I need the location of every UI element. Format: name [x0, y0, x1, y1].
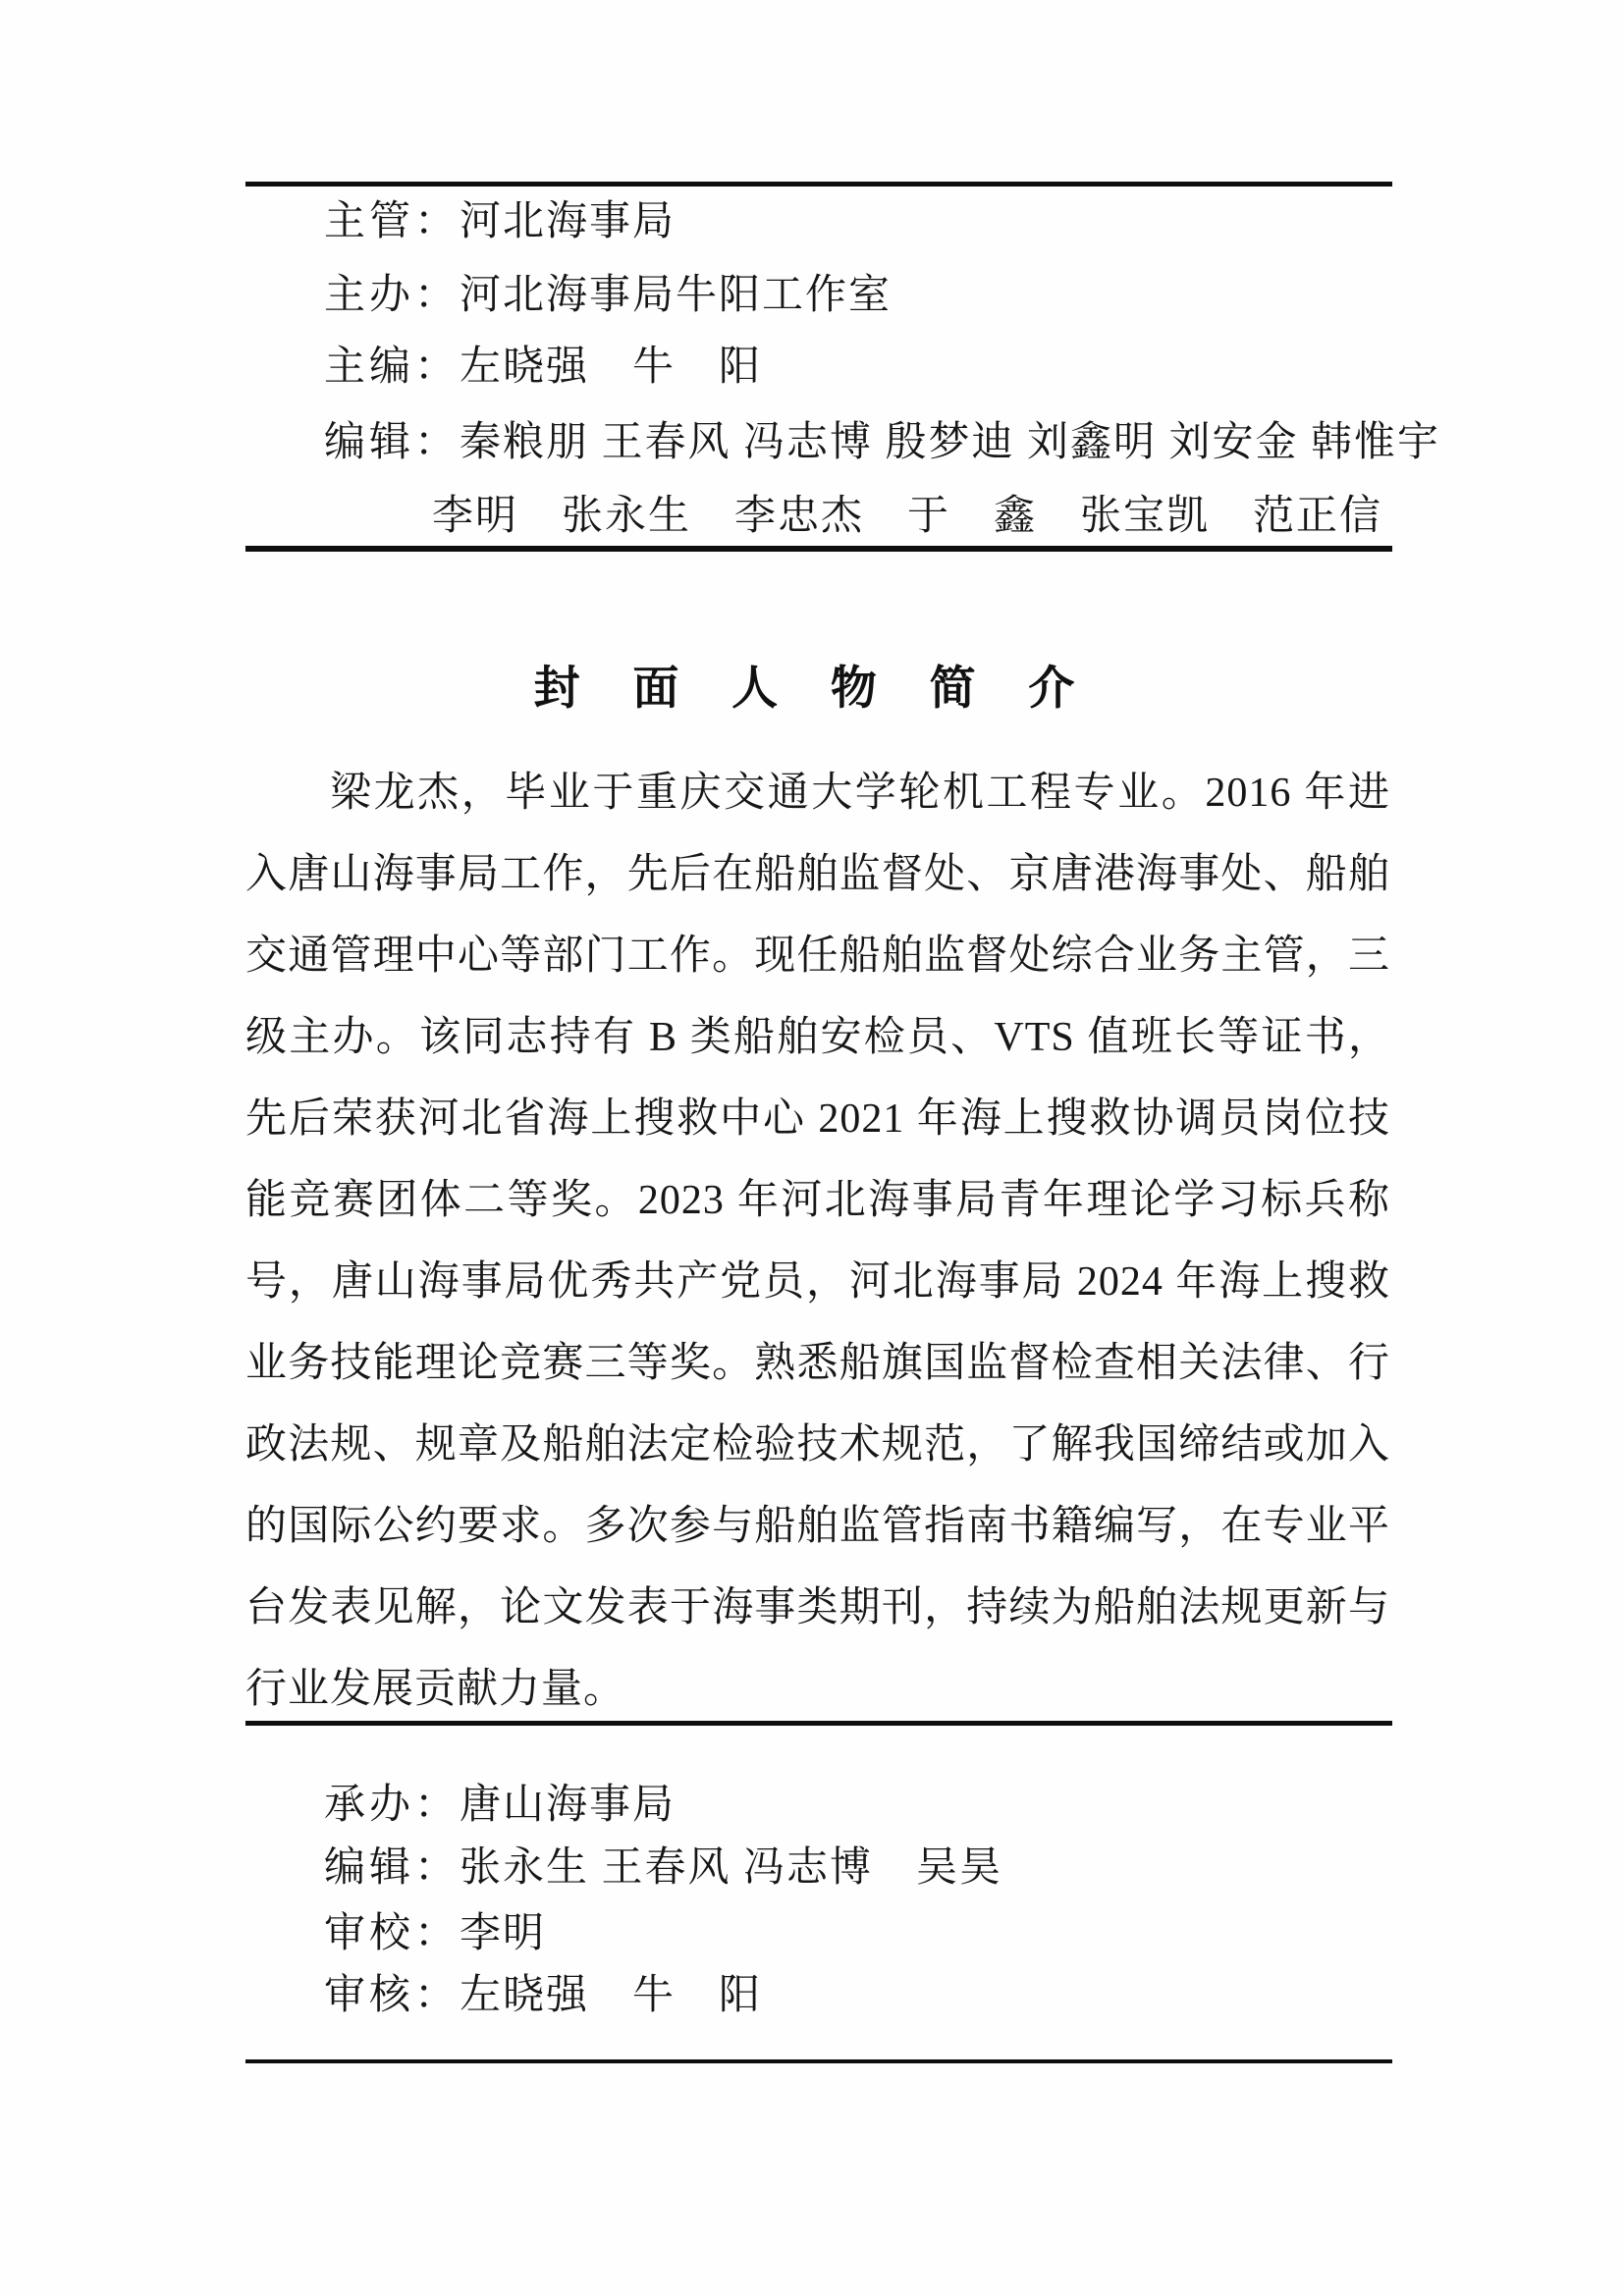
masthead-label: 编辑：	[324, 1845, 460, 1891]
masthead-bottom-lower-rule	[245, 2059, 1392, 2063]
masthead-row-chief-editor	[324, 346, 762, 389]
masthead-value: 左晓强 牛 阳	[460, 1973, 763, 2018]
masthead-label: 编辑：	[324, 420, 460, 465]
masthead-value: 李明	[460, 1911, 547, 1956]
masthead-label: 审校：	[324, 1911, 460, 1956]
masthead-value: 李明 张永生 李忠杰 于 鑫 张宝凯 范正信	[432, 494, 1383, 539]
masthead-value: 唐山海事局	[460, 1783, 677, 1828]
masthead-value: 河北海事局牛阳工作室	[460, 273, 893, 318]
masthead-row-proofreader	[324, 1912, 546, 1955]
cover-person-bio-paragraph: 梁龙杰，毕业于重庆交通大学轮机工程专业。2016 年进入唐山海事局工作，先后在船舶监督处、京唐港海事处、船舶交通管理中心等部门工作。现任船舶监督处综合业务主管，三级主办。该同志持有 B 类船舶安检员、VTS 值班长等证书，先后荣获河北省海上搜救中心 2021 年海上搜救协调员岗位技能竞赛团体二等奖。2023 年河北海事局青年理论学习标兵称号，唐山海事局优秀共产党员，河北海事局 2024 年海上搜救业务技能理论竞赛三等奖。熟悉船旗国监督检查相关法律、行政法规、规章及船舶法定检验技术规范，了解我国缔结或加入的国际公约要求。多次参与船舶监管指南书籍编写，在专业平台发表见解，论文发表于海事类期刊，持续为船舶法规更新与行业发展贡献力量。	[245, 771, 1390, 1712]
masthead-bottom-upper-rule	[245, 1721, 1392, 1726]
masthead-label: 主管：	[324, 199, 460, 244]
masthead-row-editors-continued	[432, 495, 1382, 538]
masthead-row-supervisor	[324, 200, 676, 243]
masthead-row-organizer	[324, 274, 892, 317]
masthead-value: 左晓强 牛 阳	[460, 345, 763, 390]
masthead-row-editors	[324, 421, 1440, 464]
section-title: 封 面 人 物 简 介	[533, 664, 1091, 715]
masthead-value: 张永生 王春风 冯志博 吴昊	[460, 1845, 1003, 1891]
masthead-top-lower-rule	[245, 546, 1392, 552]
masthead-row-undertaker	[324, 1784, 676, 1827]
masthead-row-issue-editors	[324, 1846, 1002, 1890]
masthead-row-reviewer	[324, 1974, 762, 2017]
masthead-value: 河北海事局	[460, 199, 677, 244]
masthead-top-upper-rule	[245, 182, 1392, 187]
masthead-label: 主办：	[324, 273, 460, 318]
masthead-label: 审核：	[324, 1973, 460, 2018]
masthead-value: 秦粮朋 王春风 冯志博 殷梦迪 刘鑫明 刘安金 韩惟宇	[460, 420, 1441, 465]
masthead-label: 主编：	[324, 345, 460, 390]
masthead-label: 承办：	[324, 1783, 460, 1828]
